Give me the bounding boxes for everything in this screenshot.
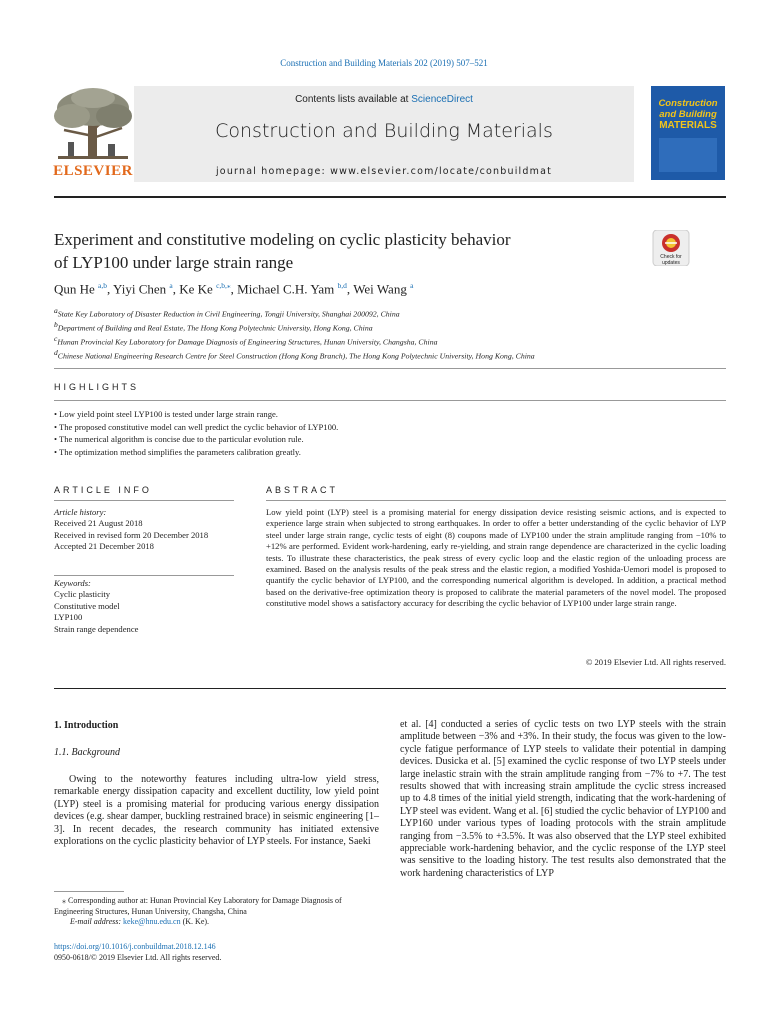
issn-copyright: 0950-0618/© 2019 Elsevier Ltd. All rights reserved. xyxy=(54,953,222,962)
affiliation-item xyxy=(54,306,535,320)
abstract-rule xyxy=(266,500,726,501)
highlight-item: • The optimization method simplifies the parameters calibration greatly. xyxy=(54,446,301,457)
affiliation-mark: d xyxy=(54,348,58,358)
highlight-item: • Low yield point steel LYP100 is tested under large strain range. xyxy=(54,409,278,419)
author-affiliation-marks[interactable]: b,d xyxy=(337,281,347,290)
body-rule xyxy=(54,688,726,689)
author-affiliation-marks[interactable]: a xyxy=(169,281,173,290)
body-column-right: et al. [4] conducted a series of cyclic tests on two LYP steels with the strain amplitude between −3% and +3%. In their study, the focus was given to the low-cycle fatigue performance of LYP steels to validate their potential in damping devices. Dusicka et al. [5] examined the cyclic response of two LYP steels under large inelastic strain with the strain amplitude ranging from −7% to +7. The test results showed that with increasing strain amplitude the cyclic stress increased up to 4.8 times of the initial yield strength, indicating that the work-hardening of LYP steel was evident. Wang et al. [6] studied the cyclic behavior of LYP100 and LYP160 under various types of loading protocols with the strain amplitude ranging from −3.5% to +3.5%. It was also observed that the LYP steel exhibited appreciable work-hardening behavior, and the cyclic response of the LYP steel was sensitive to the loading history. The test results also demonstrated that the work hardening characteristics of LYP xyxy=(400,719,726,879)
keywords-rule xyxy=(54,575,234,576)
contents-prefix: Contents lists available at xyxy=(295,94,412,105)
keyword-item: Cyclic plasticity xyxy=(54,589,111,600)
affiliation-mark: a xyxy=(54,306,58,315)
keywords-list xyxy=(54,578,138,635)
author-affiliation-marks[interactable]: a xyxy=(410,281,414,290)
highlight-text: The numerical algorithm is concise due to the particular evolution rule. xyxy=(59,434,304,444)
affiliation-text: Chinese National Engineering Research Centre for Steel Construction (Hong Kong Branch), The Hong Kong Polytechnic University, Hong Kong, China xyxy=(57,351,535,361)
journal-cover-thumbnail[interactable] xyxy=(651,86,725,180)
accepted-date: Accepted 21 December 2018 xyxy=(54,541,154,552)
article-title-line2: of LYP100 under large strain range xyxy=(54,253,294,272)
sciencedirect-link[interactable]: ScienceDirect xyxy=(411,94,473,105)
affiliation-item xyxy=(54,320,535,334)
abstract-heading: ABSTRACT xyxy=(266,485,339,495)
affiliation-item xyxy=(54,334,535,348)
journal-homepage[interactable]: journal homepage: www.elsevier.com/locate/conbuildmat xyxy=(215,166,553,177)
abstract-copyright: © 2019 Elsevier Ltd. All rights reserved. xyxy=(585,657,726,667)
cover-image-area xyxy=(659,138,717,172)
subsection-heading-background: 1.1. Background xyxy=(54,747,121,758)
section-heading-introduction: 1. Introduction xyxy=(54,720,119,731)
keyword-item: LYP100 xyxy=(54,612,83,623)
contents-line xyxy=(134,94,634,105)
article-history xyxy=(54,507,208,553)
affiliation-text: Hunan Provincial Key Laboratory for Damage Diagnosis of Engineering Structures, Hunan University, Changsha, China xyxy=(57,337,438,347)
affiliation-mark: c xyxy=(54,334,58,344)
keywords-label: Keywords: xyxy=(54,578,91,588)
article-title xyxy=(54,228,614,274)
highlight-text: The optimization method simplifies the parameters calibration greatly. xyxy=(59,446,301,457)
author-name[interactable]: Yiyi Chen xyxy=(113,281,167,297)
article-info-rule xyxy=(54,500,234,501)
elsevier-wordmark: ELSEVIER xyxy=(53,163,133,179)
cover-title-line2: and Building xyxy=(659,109,717,120)
author-affiliation-marks[interactable]: a,b xyxy=(98,281,108,290)
revised-date: Received in revised form 20 December 2018 xyxy=(54,529,209,540)
keyword-item: Constitutive model xyxy=(54,600,120,611)
journal-title: Construction and Building Materials xyxy=(215,120,553,142)
article-info-heading: ARTICLE INFO xyxy=(54,485,152,495)
affiliation-text: Department of Building and Real Estate, The Hong Kong Polytechnic University, Hong Kong, China xyxy=(57,323,373,333)
author-name[interactable]: Michael C.H. Yam xyxy=(237,281,335,297)
highlight-text: The proposed constitutive model can well predict the cyclic behavior of LYP100. xyxy=(59,421,339,432)
article-title-line1: Experiment and constitutive modeling on cyclic plasticity behavior xyxy=(54,230,511,249)
highlight-text: Low yield point steel LYP100 is tested under large strain range. xyxy=(59,409,278,419)
cover-title-line1: Construction xyxy=(658,98,718,109)
keyword-item: Strain range dependence xyxy=(54,623,139,634)
highlights-heading: HIGHLIGHTS xyxy=(54,382,140,392)
affiliation-mark: b xyxy=(54,320,58,330)
journal-citation-link[interactable]: Construction and Building Materials 202 (2019) 507–521 xyxy=(280,58,488,68)
body-column-left: Owing to the noteworthy features including ultra-low yield stress, remarkable energy dissipation capacity and excellent ductility, low yield point (LYP) steel is a promising material for producing various energy dissipation devices (e.g. shear damper, buckling restrained brace) in seismic engineering [1–3]. In recent decades, the research community has initiated extensive explorations on the cyclic plasticity behavior of LYP steels. For instance, Saeki xyxy=(54,774,379,848)
footnote-rule xyxy=(54,891,124,892)
highlights-list xyxy=(54,408,338,458)
doi-link[interactable]: https://doi.org/10.1016/j.conbuildmat.2018.12.146 xyxy=(54,942,216,951)
highlights-rule-top xyxy=(54,368,726,369)
email-suffix: (K. Ke). xyxy=(180,917,210,927)
cover-title-line3: MATERIALS xyxy=(659,120,717,131)
crossmark-label: Check for updates xyxy=(660,254,682,266)
author-list: Qun He $^{a,b}$, Yiyi Chen $^a$, Ke Ke $^{c,b,⁎}$, Michael C.H. Yam $^{b,d}$, Wei Wang $^a$ xyxy=(54,281,414,297)
email-link[interactable]: keke@hnu.edu.cn xyxy=(123,917,181,927)
received-date: Received 21 August 2018 xyxy=(54,518,143,529)
affiliation-item xyxy=(54,348,535,362)
author-name[interactable]: Ke Ke xyxy=(179,281,213,297)
author-affiliation-marks[interactable]: c,b,⁎ xyxy=(216,281,231,290)
email-line xyxy=(54,917,379,928)
author-name[interactable]: Wei Wang xyxy=(353,281,407,297)
abstract-text: Low yield point (LYP) steel is a promising material for energy dissipation device resisting seismic actions, and is expected to experience large strain when subjected to strong earthquakes. In order to offer a better understanding of the cyclic behavior of LYP steel under large strain range, cyclic tests of eight (8) coupons made of LYP100 under the strain amplitude ranging from −10% to +12% are performed. Evident work-hardening, early re-yielding, and strain range dependence are characterized in the cyclic loading tests. To illustrate these characteristics, the peak stress of every cyclic loop and the elastic region of the unloading process are examined. Based on the analysis results of the peak stress and the elastic region, a modified Yoshida-Uemori model is proposed to quantify the cyclic behavior of LYP100, and the corresponding numerical algorithm is developed. In addition, a practical method based on the derivative-free optimization theory is proposed to calibrate the material parameters of the novel model. The proposed constitutive model shows a satisfactory accuracy for describing the cyclic behavior of LYP100 under large strain range. xyxy=(266,507,726,609)
email-label: E-mail address: xyxy=(70,917,124,927)
affiliation-list xyxy=(54,306,535,362)
history-label: Article history: xyxy=(54,507,107,517)
author-name[interactable]: Qun He xyxy=(54,281,95,297)
doi-block xyxy=(54,941,221,963)
highlight-item: • The numerical algorithm is concise due to the particular evolution rule. xyxy=(54,434,304,444)
affiliation-text: State Key Laboratory of Disaster Reduction in Civil Engineering, Tongji University, Shanghai 200092, China xyxy=(57,309,400,319)
header-rule xyxy=(54,196,726,198)
footnote xyxy=(54,896,379,928)
corresponding-author-note: ⁎ Corresponding author at: Hunan Provincial Key Laboratory for Damage Diagnosis of Engineering Structures, Hunan University, Changsha, China xyxy=(54,896,342,916)
highlight-item: • The proposed constitutive model can well predict the cyclic behavior of LYP100. xyxy=(54,421,339,432)
highlights-rule-bottom xyxy=(54,400,726,401)
